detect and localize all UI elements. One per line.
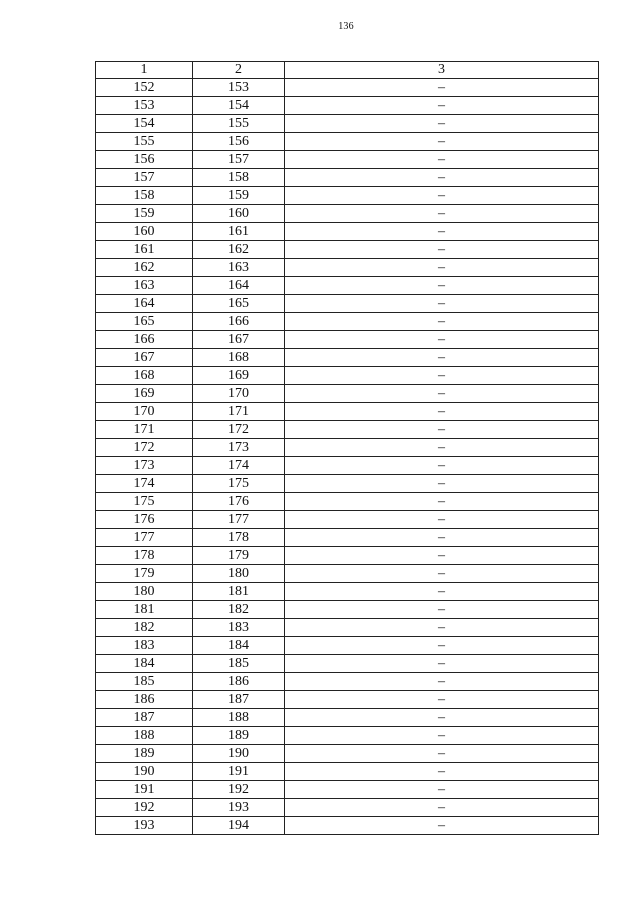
table-cell-col-1: 156 (96, 151, 193, 169)
table-row (96, 205, 599, 223)
table-row (96, 79, 599, 97)
table-cell-col-2: 157 (193, 151, 285, 169)
table-cell-col-3: – (285, 187, 599, 205)
table-cell-col-2: 161 (193, 223, 285, 241)
table-row (96, 133, 599, 151)
table-row (96, 637, 599, 655)
table-row (96, 727, 599, 745)
table-cell-col-3: – (285, 817, 599, 835)
table-cell-col-3: – (285, 313, 599, 331)
table-cell-col-2: 172 (193, 421, 285, 439)
table-cell-col-2: 180 (193, 565, 285, 583)
table-cell-col-3: – (285, 547, 599, 565)
table-cell-col-3: – (285, 601, 599, 619)
table-cell-col-3: – (285, 691, 599, 709)
table-cell-col-3: – (285, 493, 599, 511)
table-cell-col-3: – (285, 169, 599, 187)
table-row (96, 277, 599, 295)
table-row (96, 817, 599, 835)
table-cell-col-2: 174 (193, 457, 285, 475)
table-cell-col-3: – (285, 763, 599, 781)
table-row (96, 745, 599, 763)
table-cell-col-3: – (285, 277, 599, 295)
table-row (96, 601, 599, 619)
table-cell-col-1: 165 (96, 313, 193, 331)
table-cell-col-2: 185 (193, 655, 285, 673)
table-cell-col-1: 193 (96, 817, 193, 835)
table-cell-col-2: 188 (193, 709, 285, 727)
table-row (96, 241, 599, 259)
table-cell-col-2: 163 (193, 259, 285, 277)
table-cell-col-2: 160 (193, 205, 285, 223)
table-cell-col-3: – (285, 709, 599, 727)
table-cell-col-1: 190 (96, 763, 193, 781)
table-cell-col-1: 186 (96, 691, 193, 709)
table-header (96, 62, 599, 79)
table-cell-col-3: – (285, 205, 599, 223)
table-row (96, 115, 599, 133)
table-cell-col-3: – (285, 403, 599, 421)
table-cell-col-2: 175 (193, 475, 285, 493)
table-cell-col-3: – (285, 655, 599, 673)
table-cell-col-2: 153 (193, 79, 285, 97)
table-cell-col-2: 177 (193, 511, 285, 529)
table-cell-col-1: 160 (96, 223, 193, 241)
table-cell-col-1: 158 (96, 187, 193, 205)
table-cell-col-2: 193 (193, 799, 285, 817)
table-cell-col-1: 162 (96, 259, 193, 277)
table-row (96, 439, 599, 457)
table-cell-col-1: 175 (96, 493, 193, 511)
table-cell-col-2: 187 (193, 691, 285, 709)
table-cell-col-3: – (285, 727, 599, 745)
table-row (96, 169, 599, 187)
table-cell-col-1: 184 (96, 655, 193, 673)
table-row (96, 187, 599, 205)
table-cell-col-2: 170 (193, 385, 285, 403)
table-cell-col-2: 164 (193, 277, 285, 295)
table-cell-col-3: – (285, 457, 599, 475)
table-row (96, 403, 599, 421)
table-cell-col-2: 191 (193, 763, 285, 781)
column-header-3: 3 (285, 62, 599, 79)
header-row (96, 62, 599, 79)
table-cell-col-3: – (285, 421, 599, 439)
table-cell-col-2: 156 (193, 133, 285, 151)
table-row (96, 529, 599, 547)
table-cell-col-3: – (285, 295, 599, 313)
table-cell-col-2: 179 (193, 547, 285, 565)
table-cell-col-3: – (285, 151, 599, 169)
table-row (96, 583, 599, 601)
table-cell-col-2: 168 (193, 349, 285, 367)
table-cell-col-1: 172 (96, 439, 193, 457)
table-row (96, 313, 599, 331)
table-cell-col-1: 154 (96, 115, 193, 133)
table-cell-col-1: 177 (96, 529, 193, 547)
table-cell-col-1: 183 (96, 637, 193, 655)
table-row (96, 493, 599, 511)
table-cell-col-2: 186 (193, 673, 285, 691)
table-cell-col-2: 182 (193, 601, 285, 619)
table-row (96, 565, 599, 583)
table-cell-col-2: 190 (193, 745, 285, 763)
table-cell-col-1: 157 (96, 169, 193, 187)
table-cell-col-3: – (285, 115, 599, 133)
table-cell-col-1: 181 (96, 601, 193, 619)
table-row (96, 475, 599, 493)
table-row (96, 151, 599, 169)
table-cell-col-2: 158 (193, 169, 285, 187)
table-cell-col-3: – (285, 475, 599, 493)
table-cell-col-3: – (285, 565, 599, 583)
table-cell-col-1: 180 (96, 583, 193, 601)
table-row (96, 673, 599, 691)
table-row (96, 259, 599, 277)
table-cell-col-3: – (285, 439, 599, 457)
table-cell-col-1: 166 (96, 331, 193, 349)
data-table (95, 61, 599, 835)
table-cell-col-2: 165 (193, 295, 285, 313)
table-cell-col-1: 185 (96, 673, 193, 691)
table-cell-col-1: 153 (96, 97, 193, 115)
table-cell-col-2: 171 (193, 403, 285, 421)
table-cell-col-3: – (285, 97, 599, 115)
table-cell-col-2: 181 (193, 583, 285, 601)
table-cell-col-3: – (285, 745, 599, 763)
table-row (96, 781, 599, 799)
table-cell-col-1: 192 (96, 799, 193, 817)
table-row (96, 97, 599, 115)
table-cell-col-3: – (285, 349, 599, 367)
table-cell-col-1: 169 (96, 385, 193, 403)
table-cell-col-3: – (285, 385, 599, 403)
table-row (96, 709, 599, 727)
table-cell-col-1: 191 (96, 781, 193, 799)
table-cell-col-3: – (285, 637, 599, 655)
table-cell-col-3: – (285, 781, 599, 799)
table-cell-col-1: 164 (96, 295, 193, 313)
table-row (96, 349, 599, 367)
table-cell-col-1: 189 (96, 745, 193, 763)
table-cell-col-2: 176 (193, 493, 285, 511)
table-cell-col-1: 188 (96, 727, 193, 745)
table-cell-col-2: 184 (193, 637, 285, 655)
table-cell-col-2: 159 (193, 187, 285, 205)
table-cell-col-1: 159 (96, 205, 193, 223)
table-row (96, 223, 599, 241)
table-cell-col-2: 167 (193, 331, 285, 349)
table-cell-col-1: 174 (96, 475, 193, 493)
table-row (96, 655, 599, 673)
table-cell-col-1: 155 (96, 133, 193, 151)
table-cell-col-3: – (285, 223, 599, 241)
table-row (96, 421, 599, 439)
table-cell-col-3: – (285, 241, 599, 259)
table-cell-col-1: 167 (96, 349, 193, 367)
table-cell-col-1: 173 (96, 457, 193, 475)
table-row (96, 331, 599, 349)
table-row (96, 691, 599, 709)
table-cell-col-3: – (285, 331, 599, 349)
column-header-2: 2 (193, 62, 285, 79)
table-cell-col-3: – (285, 259, 599, 277)
table-row (96, 763, 599, 781)
table-row (96, 295, 599, 313)
table-cell-col-3: – (285, 79, 599, 97)
table-row (96, 367, 599, 385)
data-table-container (95, 61, 598, 835)
table-cell-col-2: 169 (193, 367, 285, 385)
table-row (96, 547, 599, 565)
table-body (96, 79, 599, 835)
table-cell-col-3: – (285, 367, 599, 385)
table-cell-col-1: 178 (96, 547, 193, 565)
table-cell-col-1: 176 (96, 511, 193, 529)
column-header-1: 1 (96, 62, 193, 79)
table-cell-col-2: 183 (193, 619, 285, 637)
table-cell-col-2: 194 (193, 817, 285, 835)
table-cell-col-2: 155 (193, 115, 285, 133)
table-cell-col-1: 187 (96, 709, 193, 727)
table-cell-col-3: – (285, 799, 599, 817)
table-cell-col-1: 170 (96, 403, 193, 421)
table-cell-col-2: 178 (193, 529, 285, 547)
table-row (96, 385, 599, 403)
table-cell-col-1: 168 (96, 367, 193, 385)
table-cell-col-3: – (285, 133, 599, 151)
table-cell-col-1: 161 (96, 241, 193, 259)
table-cell-col-2: 189 (193, 727, 285, 745)
table-cell-col-2: 166 (193, 313, 285, 331)
table-cell-col-1: 163 (96, 277, 193, 295)
table-cell-col-3: – (285, 619, 599, 637)
table-cell-col-2: 192 (193, 781, 285, 799)
table-cell-col-1: 152 (96, 79, 193, 97)
page-number: 136 (338, 21, 354, 32)
table-cell-col-1: 182 (96, 619, 193, 637)
table-cell-col-3: – (285, 673, 599, 691)
table-cell-col-3: – (285, 583, 599, 601)
table-row (96, 511, 599, 529)
table-cell-col-2: 173 (193, 439, 285, 457)
table-cell-col-1: 171 (96, 421, 193, 439)
table-row (96, 619, 599, 637)
table-cell-col-3: – (285, 511, 599, 529)
table-cell-col-2: 162 (193, 241, 285, 259)
table-cell-col-2: 154 (193, 97, 285, 115)
table-row (96, 799, 599, 817)
table-cell-col-3: – (285, 529, 599, 547)
table-row (96, 457, 599, 475)
table-cell-col-1: 179 (96, 565, 193, 583)
